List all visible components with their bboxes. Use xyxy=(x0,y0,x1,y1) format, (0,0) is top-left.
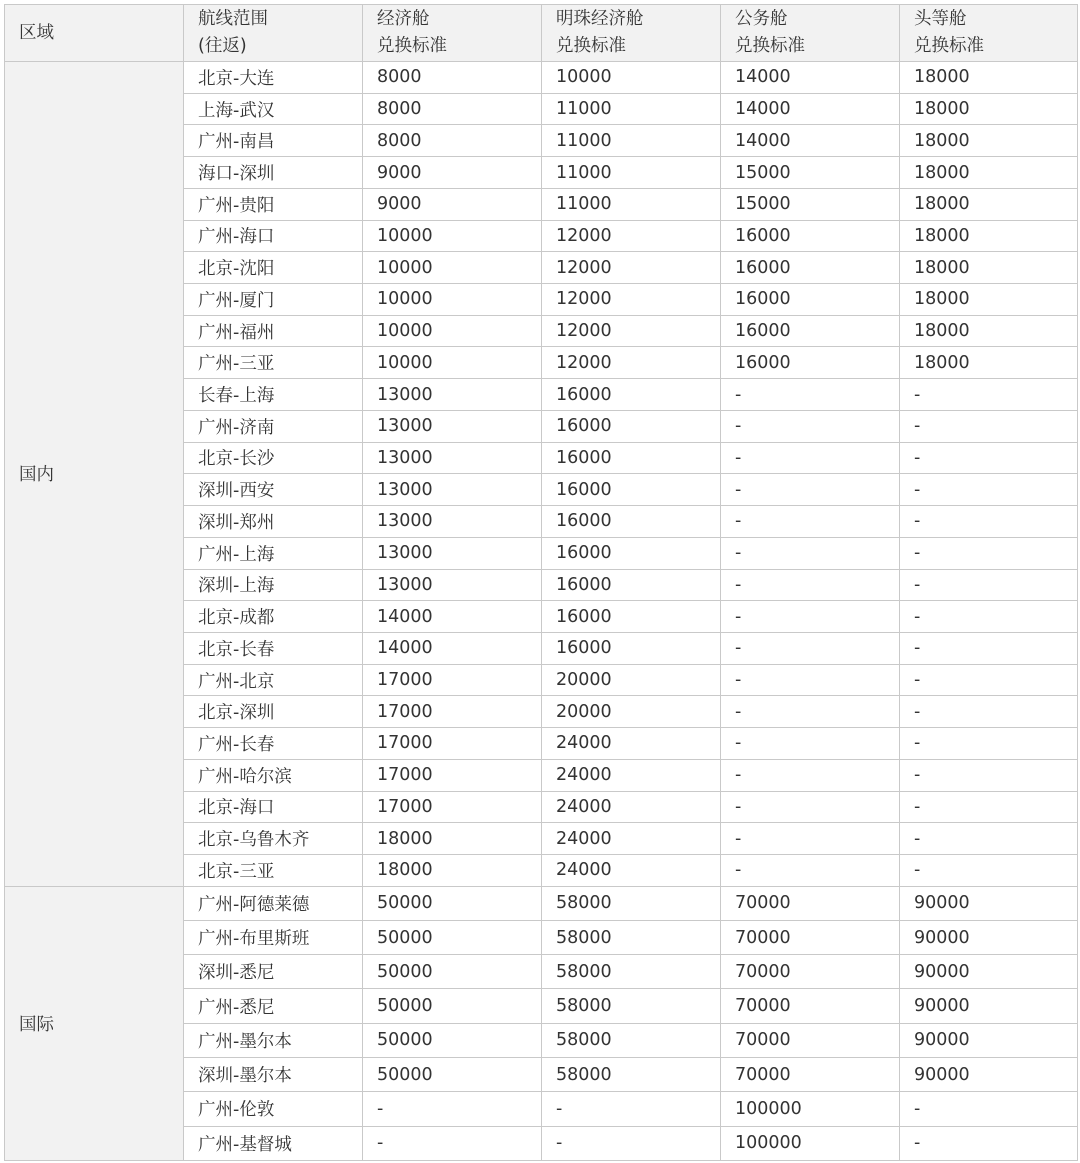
economy-cell: 13000 xyxy=(363,537,542,569)
pearl-cell: 11000 xyxy=(542,157,721,189)
economy-cell: 10000 xyxy=(363,315,542,347)
economy-cell: 50000 xyxy=(363,955,542,989)
business-cell: - xyxy=(721,379,900,411)
business-cell: 16000 xyxy=(721,220,900,252)
route-cell: 北京-成都 xyxy=(184,601,363,633)
header-route-line2: (往返) xyxy=(198,36,247,56)
table-row xyxy=(5,62,1078,94)
header-row xyxy=(5,5,1078,62)
header-business-line2: 兑换标准 xyxy=(735,36,805,56)
first-cell: - xyxy=(900,791,1078,823)
business-cell: - xyxy=(721,854,900,886)
pearl-cell: 12000 xyxy=(542,347,721,379)
business-cell: 100000 xyxy=(721,1126,900,1160)
first-cell: - xyxy=(900,823,1078,855)
business-cell: 15000 xyxy=(721,188,900,220)
economy-cell: 13000 xyxy=(363,474,542,506)
region-cell-international: 国际 xyxy=(5,886,184,1160)
business-cell: - xyxy=(721,506,900,538)
route-cell: 北京-乌鲁木齐 xyxy=(184,823,363,855)
business-cell: 16000 xyxy=(721,252,900,284)
header-business-line1: 公务舱 xyxy=(735,9,788,29)
header-first-line2: 兑换标准 xyxy=(914,36,984,56)
route-cell: 北京-海口 xyxy=(184,791,363,823)
first-cell: - xyxy=(900,1126,1078,1160)
economy-cell: 10000 xyxy=(363,284,542,316)
route-cell: 海口-深圳 xyxy=(184,157,363,189)
route-cell: 广州-伦敦 xyxy=(184,1092,363,1126)
header-first xyxy=(900,5,1078,62)
pearl-cell: 12000 xyxy=(542,252,721,284)
pearl-cell: 11000 xyxy=(542,125,721,157)
economy-cell: 13000 xyxy=(363,410,542,442)
business-cell: - xyxy=(721,791,900,823)
economy-cell: 13000 xyxy=(363,506,542,538)
economy-cell: 18000 xyxy=(363,823,542,855)
business-cell: 16000 xyxy=(721,347,900,379)
route-cell: 广州-长春 xyxy=(184,728,363,760)
business-cell: - xyxy=(721,696,900,728)
economy-cell: 50000 xyxy=(363,1023,542,1057)
pearl-cell: 24000 xyxy=(542,759,721,791)
first-cell: 18000 xyxy=(900,347,1078,379)
pearl-cell: 16000 xyxy=(542,601,721,633)
route-cell: 北京-大连 xyxy=(184,62,363,94)
pearl-cell: 20000 xyxy=(542,696,721,728)
economy-cell: - xyxy=(363,1092,542,1126)
route-cell: 广州-布里斯班 xyxy=(184,920,363,954)
route-cell: 深圳-墨尔本 xyxy=(184,1058,363,1092)
route-cell: 北京-三亚 xyxy=(184,854,363,886)
economy-cell: 13000 xyxy=(363,379,542,411)
economy-cell: 8000 xyxy=(363,125,542,157)
pearl-cell: 16000 xyxy=(542,506,721,538)
business-cell: - xyxy=(721,728,900,760)
first-cell: - xyxy=(900,728,1078,760)
economy-cell: 10000 xyxy=(363,220,542,252)
route-cell: 广州-悉尼 xyxy=(184,989,363,1023)
pearl-cell: 16000 xyxy=(542,537,721,569)
route-cell: 广州-阿德莱德 xyxy=(184,886,363,920)
first-cell: 18000 xyxy=(900,188,1078,220)
first-cell: 18000 xyxy=(900,62,1078,94)
business-cell: 70000 xyxy=(721,1023,900,1057)
economy-cell: 17000 xyxy=(363,696,542,728)
economy-cell: 18000 xyxy=(363,854,542,886)
header-business xyxy=(721,5,900,62)
header-region: 区域 xyxy=(5,5,184,62)
route-cell: 广州-南昌 xyxy=(184,125,363,157)
pearl-cell: 10000 xyxy=(542,62,721,94)
economy-cell: 17000 xyxy=(363,664,542,696)
pearl-cell: 16000 xyxy=(542,410,721,442)
first-cell: 90000 xyxy=(900,955,1078,989)
first-cell: - xyxy=(900,442,1078,474)
first-cell: 18000 xyxy=(900,252,1078,284)
first-cell: - xyxy=(900,569,1078,601)
pearl-cell: 58000 xyxy=(542,920,721,954)
business-cell: - xyxy=(721,569,900,601)
route-cell: 广州-基督城 xyxy=(184,1126,363,1160)
first-cell: 90000 xyxy=(900,920,1078,954)
economy-cell: 13000 xyxy=(363,442,542,474)
pearl-cell: 16000 xyxy=(542,442,721,474)
header-economy-line2: 兑换标准 xyxy=(377,36,447,56)
economy-cell: 50000 xyxy=(363,1058,542,1092)
business-cell: 70000 xyxy=(721,955,900,989)
first-cell: 18000 xyxy=(900,284,1078,316)
economy-cell: 17000 xyxy=(363,791,542,823)
pearl-cell: 58000 xyxy=(542,989,721,1023)
route-cell: 深圳-上海 xyxy=(184,569,363,601)
economy-cell: 8000 xyxy=(363,62,542,94)
economy-cell: 50000 xyxy=(363,920,542,954)
business-cell: - xyxy=(721,474,900,506)
route-cell: 广州-北京 xyxy=(184,664,363,696)
economy-cell: 14000 xyxy=(363,632,542,664)
business-cell: 70000 xyxy=(721,886,900,920)
business-cell: 100000 xyxy=(721,1092,900,1126)
route-cell: 北京-长沙 xyxy=(184,442,363,474)
pearl-cell: 58000 xyxy=(542,955,721,989)
economy-cell: - xyxy=(363,1126,542,1160)
economy-cell: 9000 xyxy=(363,188,542,220)
first-cell: 18000 xyxy=(900,315,1078,347)
first-cell: - xyxy=(900,759,1078,791)
business-cell: - xyxy=(721,664,900,696)
economy-cell: 9000 xyxy=(363,157,542,189)
business-cell: 14000 xyxy=(721,62,900,94)
route-cell: 深圳-郑州 xyxy=(184,506,363,538)
business-cell: 70000 xyxy=(721,920,900,954)
header-economy-line1: 经济舱 xyxy=(377,9,430,29)
route-cell: 北京-长春 xyxy=(184,632,363,664)
header-pearl-line2: 兑换标准 xyxy=(556,36,626,56)
pearl-cell: 16000 xyxy=(542,632,721,664)
first-cell: 18000 xyxy=(900,157,1078,189)
route-cell: 广州-贵阳 xyxy=(184,188,363,220)
route-cell: 广州-福州 xyxy=(184,315,363,347)
first-cell: 90000 xyxy=(900,989,1078,1023)
pearl-cell: 12000 xyxy=(542,220,721,252)
pearl-cell: 20000 xyxy=(542,664,721,696)
route-cell: 北京-深圳 xyxy=(184,696,363,728)
route-cell: 深圳-西安 xyxy=(184,474,363,506)
business-cell: 16000 xyxy=(721,315,900,347)
first-cell: - xyxy=(900,632,1078,664)
first-cell: - xyxy=(900,1092,1078,1126)
pearl-cell: 24000 xyxy=(542,728,721,760)
economy-cell: 17000 xyxy=(363,759,542,791)
economy-cell: 14000 xyxy=(363,601,542,633)
pearl-cell: 24000 xyxy=(542,823,721,855)
economy-cell: 10000 xyxy=(363,252,542,284)
header-pearl-economy xyxy=(542,5,721,62)
first-cell: - xyxy=(900,601,1078,633)
business-cell: - xyxy=(721,537,900,569)
business-cell: - xyxy=(721,410,900,442)
first-cell: - xyxy=(900,537,1078,569)
pearl-cell: 12000 xyxy=(542,315,721,347)
business-cell: - xyxy=(721,632,900,664)
route-cell: 广州-墨尔本 xyxy=(184,1023,363,1057)
business-cell: 70000 xyxy=(721,989,900,1023)
table-header xyxy=(5,5,1078,62)
first-cell: 90000 xyxy=(900,1023,1078,1057)
pearl-cell: 16000 xyxy=(542,569,721,601)
first-cell: 18000 xyxy=(900,93,1078,125)
route-cell: 广州-海口 xyxy=(184,220,363,252)
business-cell: - xyxy=(721,442,900,474)
business-cell: 14000 xyxy=(721,125,900,157)
business-cell: 15000 xyxy=(721,157,900,189)
first-cell: - xyxy=(900,410,1078,442)
table-body xyxy=(5,62,1078,1161)
first-cell: - xyxy=(900,474,1078,506)
pearl-cell: 58000 xyxy=(542,1058,721,1092)
header-route-line1: 航线范围 xyxy=(198,9,268,29)
route-cell: 深圳-悉尼 xyxy=(184,955,363,989)
route-cell: 广州-上海 xyxy=(184,537,363,569)
economy-cell: 10000 xyxy=(363,347,542,379)
first-cell: - xyxy=(900,696,1078,728)
pearl-cell: 11000 xyxy=(542,93,721,125)
route-cell: 长春-上海 xyxy=(184,379,363,411)
pearl-cell: - xyxy=(542,1126,721,1160)
region-cell-domestic: 国内 xyxy=(5,62,184,887)
first-cell: 90000 xyxy=(900,1058,1078,1092)
pearl-cell: - xyxy=(542,1092,721,1126)
business-cell: 14000 xyxy=(721,93,900,125)
economy-cell: 8000 xyxy=(363,93,542,125)
route-cell: 上海-武汉 xyxy=(184,93,363,125)
header-first-line1: 头等舱 xyxy=(914,9,967,29)
table-row xyxy=(5,886,1078,920)
economy-cell: 17000 xyxy=(363,728,542,760)
first-cell: - xyxy=(900,506,1078,538)
header-pearl-line1: 明珠经济舱 xyxy=(556,9,644,29)
business-cell: - xyxy=(721,823,900,855)
economy-cell: 50000 xyxy=(363,886,542,920)
route-cell: 广州-三亚 xyxy=(184,347,363,379)
pearl-cell: 58000 xyxy=(542,1023,721,1057)
pearl-cell: 24000 xyxy=(542,791,721,823)
business-cell: 70000 xyxy=(721,1058,900,1092)
pearl-cell: 16000 xyxy=(542,474,721,506)
header-route xyxy=(184,5,363,62)
first-cell: 18000 xyxy=(900,220,1078,252)
first-cell: - xyxy=(900,664,1078,696)
business-cell: - xyxy=(721,601,900,633)
first-cell: - xyxy=(900,379,1078,411)
economy-cell: 13000 xyxy=(363,569,542,601)
economy-cell: 50000 xyxy=(363,989,542,1023)
business-cell: 16000 xyxy=(721,284,900,316)
first-cell: 18000 xyxy=(900,125,1078,157)
route-cell: 广州-哈尔滨 xyxy=(184,759,363,791)
pearl-cell: 11000 xyxy=(542,188,721,220)
first-cell: - xyxy=(900,854,1078,886)
pearl-cell: 16000 xyxy=(542,379,721,411)
route-cell: 广州-济南 xyxy=(184,410,363,442)
business-cell: - xyxy=(721,759,900,791)
pearl-cell: 12000 xyxy=(542,284,721,316)
redemption-table xyxy=(4,4,1078,1161)
header-economy xyxy=(363,5,542,62)
pearl-cell: 58000 xyxy=(542,886,721,920)
route-cell: 北京-沈阳 xyxy=(184,252,363,284)
pearl-cell: 24000 xyxy=(542,854,721,886)
first-cell: 90000 xyxy=(900,886,1078,920)
route-cell: 广州-厦门 xyxy=(184,284,363,316)
